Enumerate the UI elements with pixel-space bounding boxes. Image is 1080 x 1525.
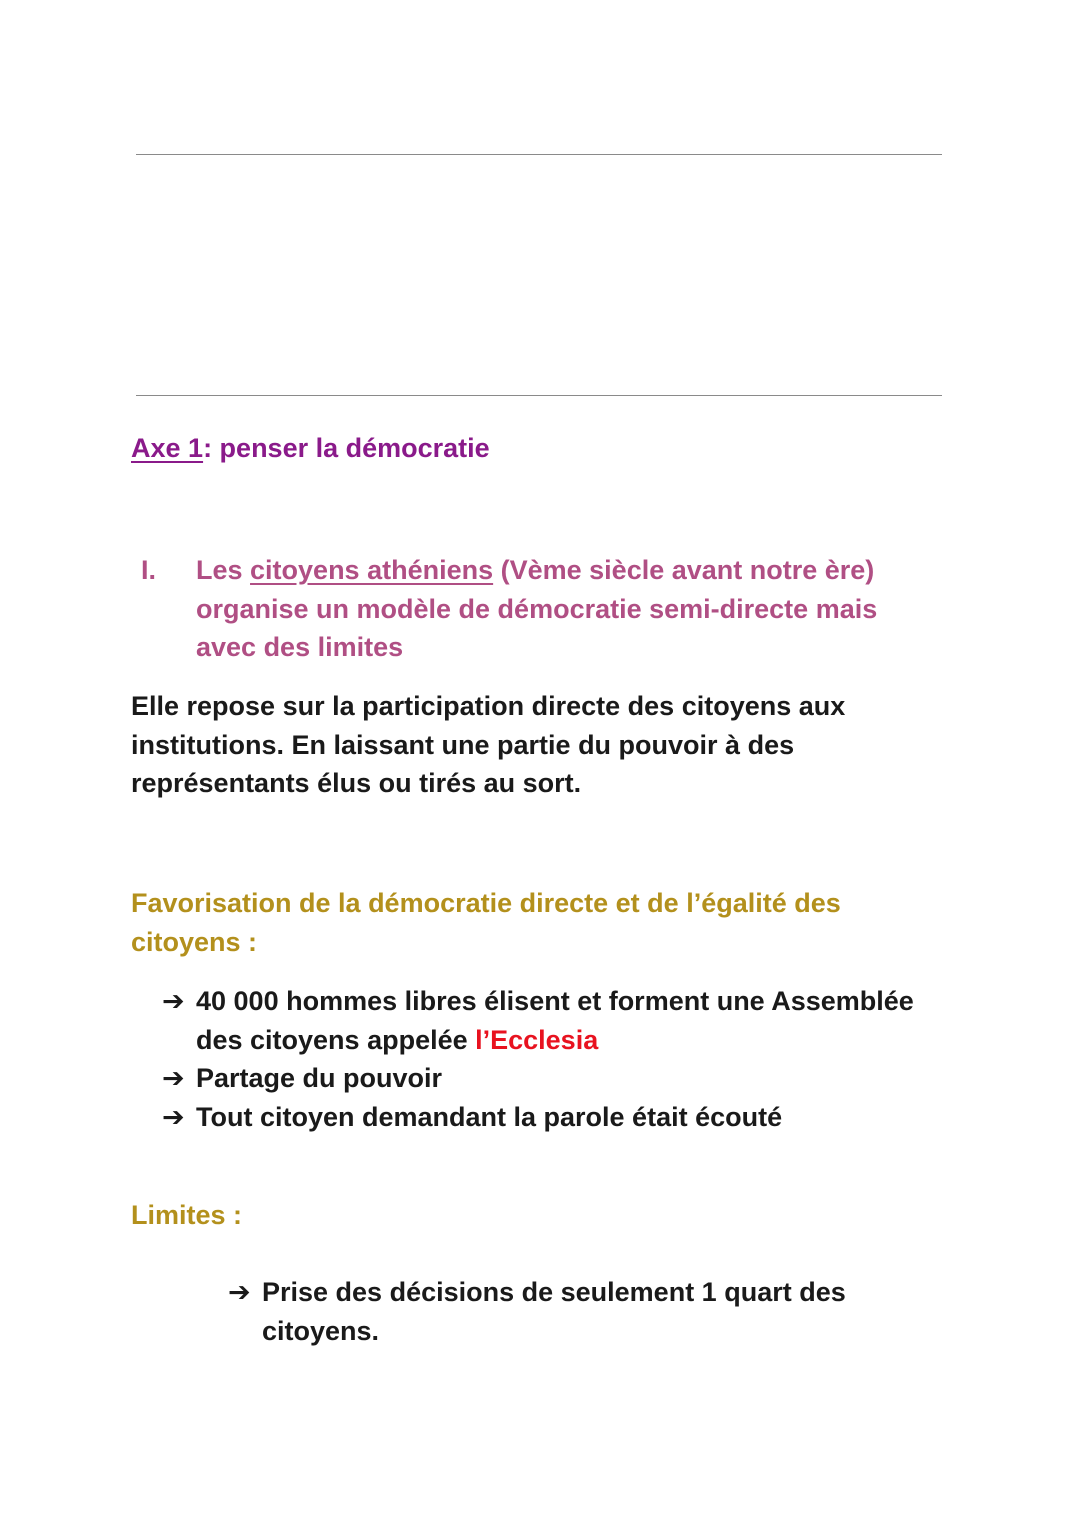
list-item-text: Tout citoyen demandant la parole était écouté [196, 1101, 783, 1132]
favorisation-list [162, 982, 922, 1136]
list-item-text: Prise des décisions de seulement 1 quart des citoyens. [262, 1277, 846, 1346]
list-item [162, 982, 922, 1059]
section-prefix: Les [196, 555, 251, 585]
section-heading-text [196, 551, 941, 667]
arrow-icon: ➔ [162, 986, 185, 1016]
axe-label: Axe 1 [131, 433, 204, 463]
section-rest: (Vème siècle avant notre ère) organise un modèle de démocratie semi-directe mais avec des limites [196, 555, 878, 662]
list-item [228, 1273, 928, 1350]
list-item-text: Partage du pouvoir [196, 1063, 443, 1093]
limites-list [228, 1273, 928, 1350]
section-heading [141, 551, 941, 667]
arrow-icon: ➔ [162, 1063, 185, 1093]
axe-subtitle: : penser la démocratie [203, 433, 490, 463]
horizontal-rule-bottom [136, 395, 942, 396]
section-number: I. [141, 555, 157, 585]
arrow-icon: ➔ [228, 1277, 251, 1307]
section-underlined-term: citoyens athéniens [250, 555, 494, 585]
favorisation-heading: Favorisation de la démocratie directe et de l’égalité des citoyens : [131, 888, 841, 957]
list-item [162, 1059, 922, 1098]
limites-heading: Limites : [131, 1200, 243, 1230]
axe-title [131, 432, 490, 464]
horizontal-rule-top [136, 154, 942, 155]
highlight-term: l’Ecclesia [475, 1024, 599, 1055]
body-paragraph: Elle repose sur la participation directe des citoyens aux institutions. En laissant une partie du pouvoir à des représentants élus ou tirés au sort. [131, 691, 846, 798]
arrow-icon: ➔ [162, 1101, 185, 1132]
list-item [162, 1098, 922, 1137]
list-item-text: 40 000 hommes libres élisent et forment une Assemblée des citoyens appelée [196, 986, 914, 1055]
